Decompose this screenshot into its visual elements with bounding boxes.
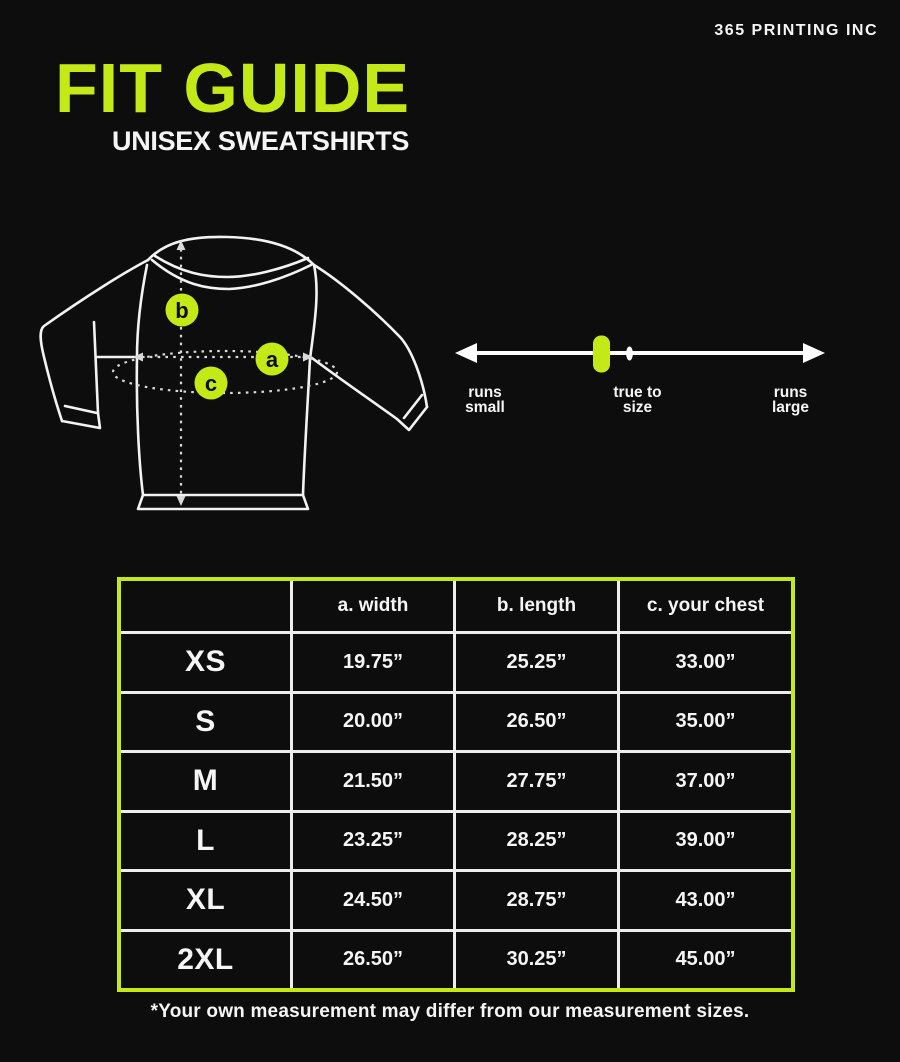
- table-row-size: 2XL: [121, 932, 290, 989]
- brand-name: 365 PRINTING INC: [714, 22, 878, 39]
- scale-label-line: size: [622, 398, 653, 416]
- table-cell-width: 24.50”: [293, 872, 453, 929]
- scale-label-line: runs: [468, 384, 502, 401]
- table-cell-length: 27.75”: [456, 753, 617, 810]
- marker-badges: [166, 294, 289, 400]
- table-row-size: XS: [121, 634, 290, 691]
- table-cell-width: 19.75”: [293, 634, 453, 691]
- marker-a-letter: a: [265, 347, 279, 372]
- table-cell-width: 26.50”: [293, 932, 453, 989]
- table-cell-width: 23.25”: [293, 813, 453, 870]
- table-cell-length: 28.25”: [456, 813, 617, 870]
- table-header-width: a. width: [293, 581, 453, 631]
- table-cell-chest: 35.00”: [620, 694, 791, 751]
- sweatshirt-outline: [41, 237, 427, 509]
- page-title: FIT GUIDE: [55, 49, 411, 127]
- measurement-disclaimer: *Your own measurement may differ from our measurement sizes.: [150, 1001, 750, 1022]
- table-row-size: M: [121, 753, 290, 810]
- scale-label-line: runs: [773, 384, 808, 401]
- scale-right-arrow-icon: [803, 343, 825, 363]
- size-table: [117, 577, 795, 992]
- scale-center-dot: [626, 347, 633, 361]
- table-row-size: S: [121, 694, 290, 751]
- scale-label-true-to-size: [595, 386, 680, 415]
- table-header-chest: c. your chest: [620, 581, 791, 631]
- scale-label-line: large: [771, 398, 810, 416]
- table-row-size: XL: [121, 872, 290, 929]
- table-row-size: L: [121, 813, 290, 870]
- table-cell-chest: 33.00”: [620, 634, 791, 691]
- table-cell-length: 30.25”: [456, 932, 617, 989]
- scale-label-line: small: [465, 398, 505, 416]
- scale-marker: [593, 336, 610, 373]
- table-cell-chest: 43.00”: [620, 872, 791, 929]
- table-header-length: b. length: [456, 581, 617, 631]
- table-cell-length: 28.75”: [456, 872, 617, 929]
- scale-left-arrow-icon: [455, 343, 477, 363]
- table-cell-width: 21.50”: [293, 753, 453, 810]
- marker-c-letter: c: [204, 371, 218, 396]
- table-cell-length: 26.50”: [456, 694, 617, 751]
- table-cell-chest: 37.00”: [620, 753, 791, 810]
- page-subtitle: UNISEX SWEATSHIRTS: [112, 126, 410, 156]
- table-cell-width: 20.00”: [293, 694, 453, 751]
- table-cell-length: 25.25”: [456, 634, 617, 691]
- marker-b-letter: b: [175, 298, 189, 323]
- sweatshirt-diagram: [30, 225, 450, 525]
- fit-scale: [450, 330, 830, 385]
- scale-label-runs-large: [748, 386, 833, 415]
- table-cell-chest: 45.00”: [620, 932, 791, 989]
- scale-label-runs-small: [445, 386, 525, 415]
- table-cell-chest: 39.00”: [620, 813, 791, 870]
- table-header-size: [121, 581, 290, 631]
- scale-label-line: true to: [613, 384, 662, 401]
